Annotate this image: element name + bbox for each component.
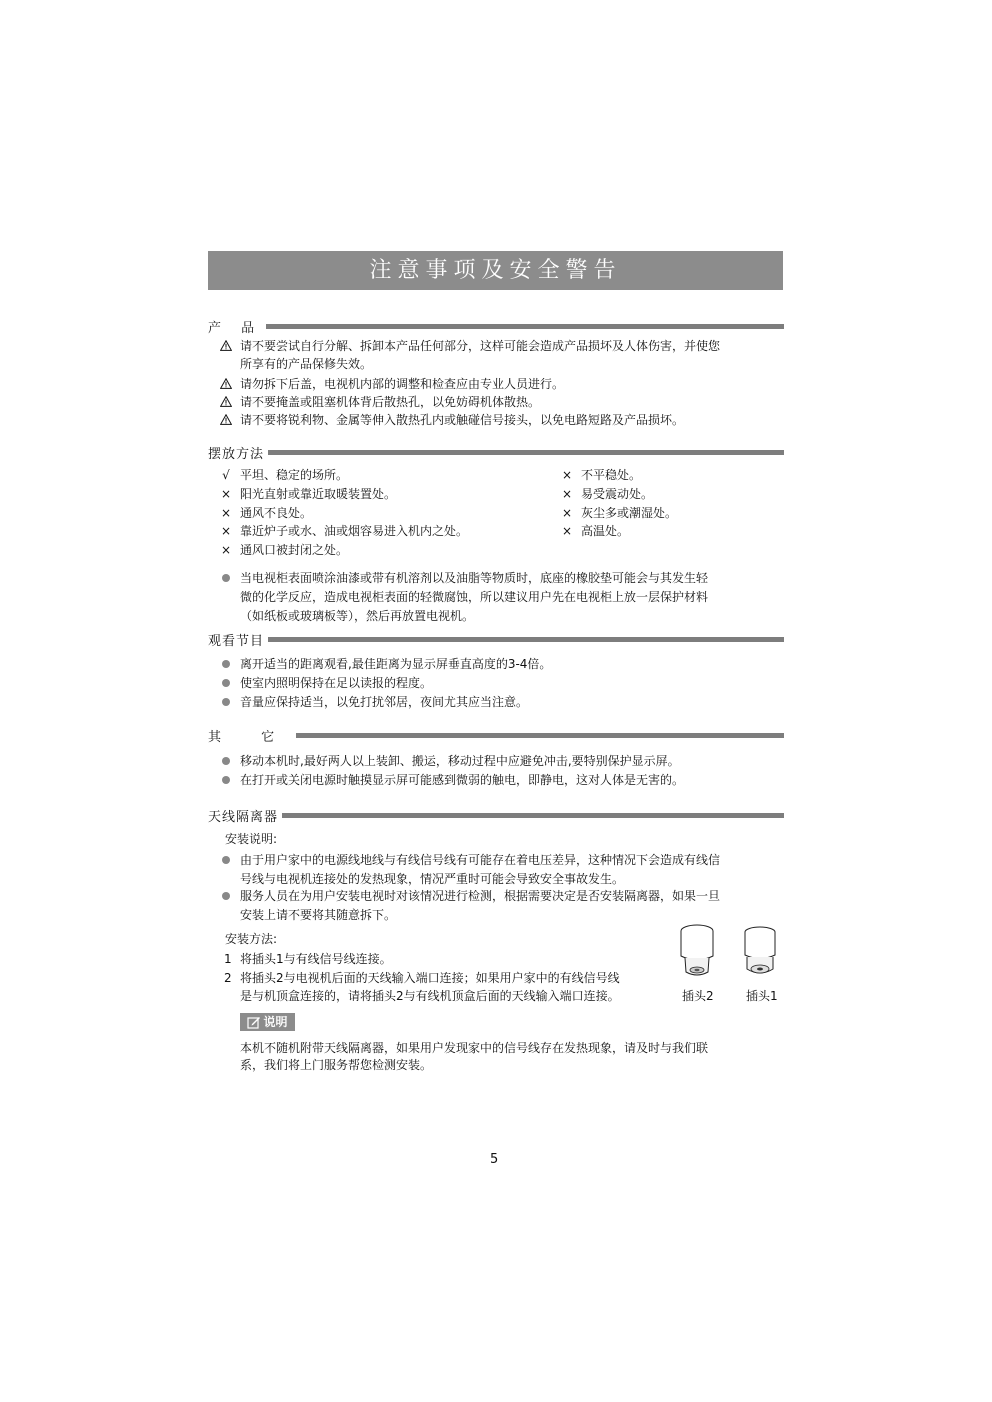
step-line: 是与机顶盒连接的，请将插头2与有线机顶盒后面的天线输入端口连接。 (240, 989, 620, 1003)
placement-item: 通风不良处。 (240, 506, 313, 520)
other-item-text: 移动本机时,最好两人以上装卸、搬运，移动过程中应避免冲击,要特别保护显示屏。 (240, 754, 680, 768)
antenna-note-line: 号线与电视机连接处的发热现象，情况严重时可能会导致安全事故发生。 (240, 872, 625, 886)
bullet-dot-icon (222, 574, 230, 582)
cross-mark-icon: × (561, 524, 573, 538)
section-rule (268, 637, 784, 642)
cross-mark-icon: × (561, 487, 573, 501)
note-badge (240, 1013, 295, 1031)
cross-mark-icon: × (561, 506, 573, 520)
bullet-dot-icon (222, 892, 230, 900)
product-item-line: 请勿拆下后盖，电视机内部的调整和检查应由专业人员进行。 (240, 377, 565, 391)
warning-triangle-icon (220, 396, 232, 407)
warning-triangle-icon (220, 378, 232, 389)
product-item-line: 请不要掩盖或阻塞机体背后散热孔，以免妨碍机体散热。 (240, 395, 541, 409)
section-heading-placement (208, 444, 784, 460)
placement-item: 灰尘多或潮湿处。 (581, 506, 678, 520)
other-item-text: 在打开或关闭电源时触摸显示屏可能感到微弱的触电，即静电，这对人体是无害的。 (240, 773, 685, 787)
viewing-item-text: 音量应保持适当，以免打扰邻居，夜间尤其应当注意。 (240, 695, 529, 709)
section-heading-other (208, 727, 784, 743)
step-line: 将插头1与有线信号线连接。 (240, 952, 392, 966)
cross-mark-icon: × (220, 543, 232, 557)
product-item-line: 所享有的产品保修失效。 (240, 357, 373, 371)
section-heading-label: 摆放方法 (208, 446, 265, 462)
section-heading-label: 产 品 (208, 320, 263, 336)
section-heading-product (208, 318, 784, 334)
bullet-line: （如纸板或玻璃板等），然后再放置电视机。 (240, 609, 475, 623)
placement-item: 靠近炉子或水、油或烟容易进入机内之处。 (240, 524, 469, 538)
viewing-item-text: 使室内照明保持在足以读报的程度。 (240, 676, 433, 690)
product-item-line: 请不要将锐利物、金属等伸入散热孔内或触碰信号接头，以免电路短路及产品损坏。 (240, 413, 685, 427)
placement-list (219, 466, 779, 562)
page-title: 注意事项及安全警告 (208, 251, 783, 290)
note-line: 系，我们将上门服务帮您检测安装。 (240, 1058, 433, 1072)
bullet-dot-icon (222, 679, 230, 687)
bullet-dot-icon (222, 757, 230, 765)
placement-item: 阳光直射或靠近取暖装置处。 (240, 487, 397, 501)
section-rule (296, 733, 784, 738)
bullet-line: 当电视柜表面喷涂油漆或带有机溶剂以及油脂等物质时，底座的橡胶垫可能会与其发生轻 (240, 571, 709, 585)
section-rule (266, 324, 784, 329)
section-rule (282, 813, 784, 818)
step-number: 2 (224, 971, 232, 985)
step-number: 1 (224, 952, 232, 966)
section-heading-label: 其 它 (208, 729, 293, 745)
plug1-illustration-icon (740, 925, 780, 985)
bullet-line: 微的化学反应，造成电视柜表面的轻微腐蚀，所以建议用户先在电视柜上放一层保护材料 (240, 590, 709, 604)
check-mark-icon: √ (222, 468, 230, 482)
cross-mark-icon: × (220, 506, 232, 520)
bullet-dot-icon (222, 698, 230, 706)
cross-mark-icon: × (220, 487, 232, 501)
plug2-illustration-icon (676, 922, 718, 984)
edit-note-icon (247, 1016, 261, 1029)
section-heading-label: 观看节目 (208, 633, 265, 649)
antenna-note-line: 服务人员在为用户安装电视时对该情况进行检测，根据需要决定是否安装隔离器，如果一旦 (240, 889, 721, 903)
bullet-dot-icon (222, 856, 230, 864)
product-item-line: 请不要尝试自行分解、拆卸本产品任何部分，这样可能会造成产品损坏及人体伤害，并使您 (240, 339, 721, 353)
install-method-label: 安装方法: (225, 932, 278, 946)
plug2-label: 插头2 (682, 989, 714, 1003)
section-heading-label: 天线隔离器 (208, 809, 279, 825)
section-heading-antenna (208, 807, 784, 823)
warning-triangle-icon (220, 340, 232, 351)
placement-item: 通风口被封闭之处。 (240, 543, 349, 557)
note-badge-label: 说明 (263, 1015, 288, 1029)
viewing-item-text: 离开适当的距离观看,最佳距离为显示屏垂直高度的3-4倍。 (240, 657, 552, 671)
cross-mark-icon: × (220, 524, 232, 538)
placement-item: 高温处。 (581, 524, 630, 538)
placement-item: 不平稳处。 (581, 468, 642, 482)
placement-item: 易受震动处。 (581, 487, 654, 501)
antenna-note-line: 安装上请不要将其随意拆下。 (240, 908, 397, 922)
cross-mark-icon: × (561, 468, 573, 482)
section-heading-viewing (208, 631, 784, 647)
step-line: 将插头2与电视机后面的天线输入端口连接；如果用户家中的有线信号线 (240, 971, 620, 985)
placement-item: 平坦、稳定的场所。 (240, 468, 349, 482)
antenna-note-line: 由于用户家中的电源线地线与有线信号线有可能存在着电压差异，这种情况下会造成有线信 (240, 853, 721, 867)
install-note-label: 安装说明: (225, 832, 278, 846)
note-line: 本机不随机附带天线隔离器，如果用户发现家中的信号线存在发热现象，请及时与我们联 (240, 1041, 709, 1055)
bullet-dot-icon (222, 776, 230, 784)
section-rule (268, 450, 784, 455)
bullet-dot-icon (222, 660, 230, 668)
warning-triangle-icon (220, 414, 232, 425)
plug1-label: 插头1 (746, 989, 778, 1003)
page-number: 5 (490, 1152, 499, 1167)
